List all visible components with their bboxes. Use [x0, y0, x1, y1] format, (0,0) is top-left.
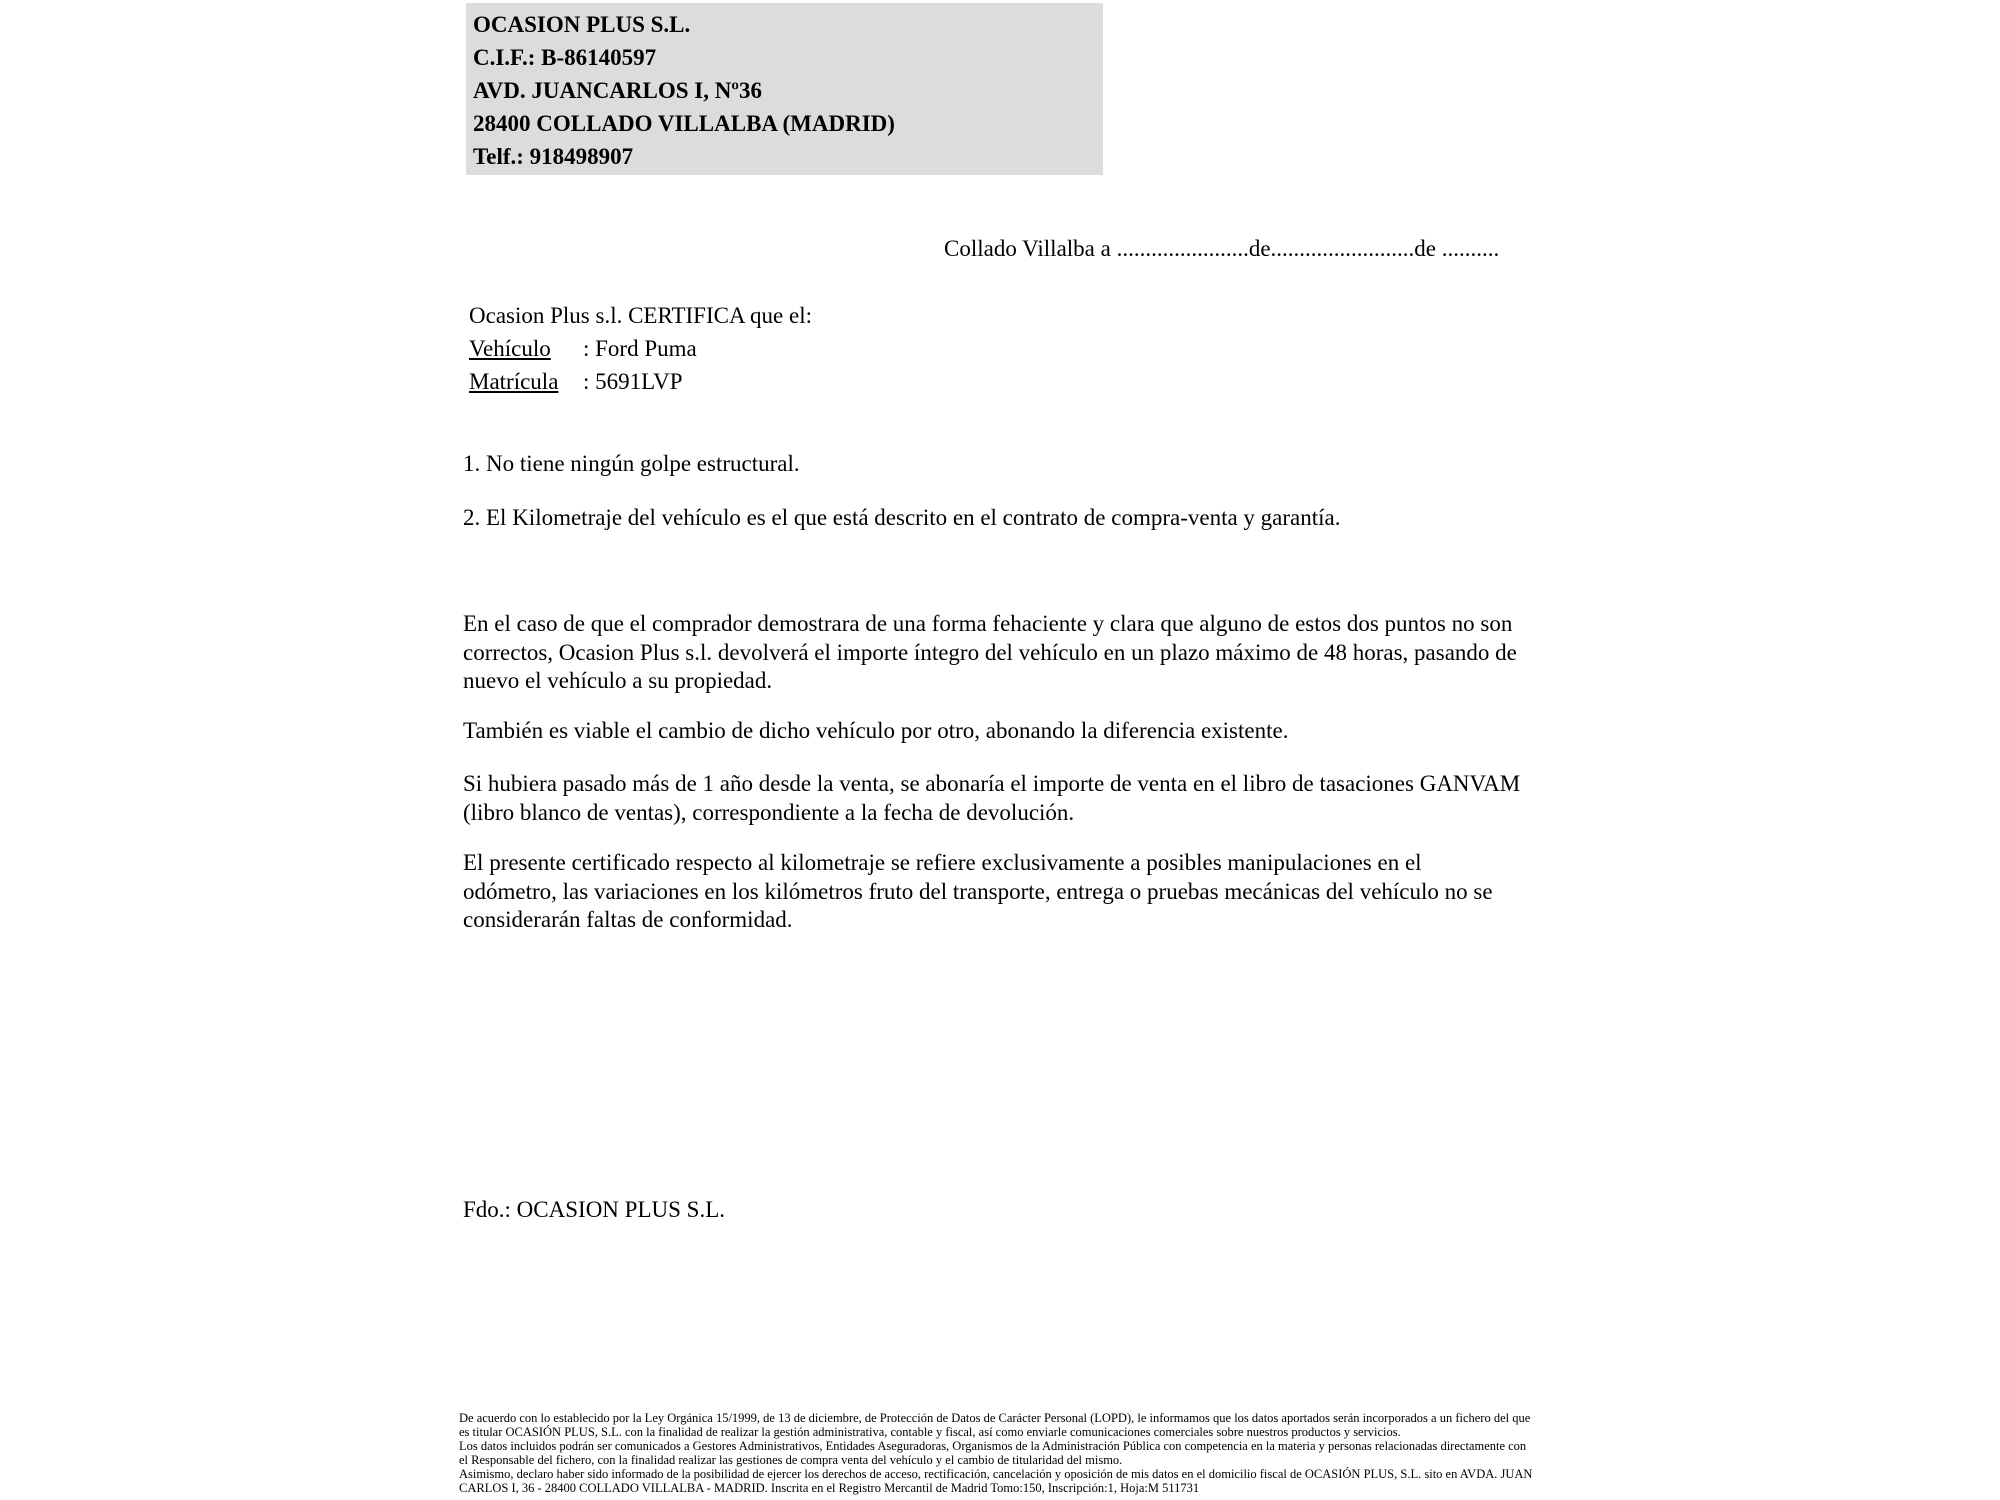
legal-footer-paragraph-rights: Asimismo, declaro haber sido informado de la posibilidad de ejercer los derechos de acceso, rectificación, cancelación y oposición de mis datos en el domicilio fiscal de OCASIÓN PLUS, S.L. sito en AVDA. JUAN CARLOS I, 36 - 28400 COLLADO VILLALBA - MADRID. Inscrita en el Registro Mercantil de Madrid Tomo:150, Inscripción:1, Hoja:M 511731: [459, 1466, 1533, 1495]
date-line: Collado Villalba a .......................de.........................de ..........: [944, 236, 1500, 261]
plate-value: : 5691LVP: [583, 369, 683, 394]
certified-point-1: 1. No tiene ningún golpe estructural.: [463, 451, 800, 476]
plate-label: Matrícula: [469, 369, 559, 394]
signature-line: Fdo.: OCASION PLUS S.L.: [463, 1197, 725, 1222]
vehicle-field: [469, 332, 812, 365]
paragraph-refund-terms: En el caso de que el comprador demostrara de una forma fehaciente y clara que alguno de estos dos puntos no son correctos, Ocasion Plus s.l. devolverá el importe íntegro del vehículo en un plazo máximo de 48 horas, pasando de nuevo el vehículo a su propiedad.: [463, 611, 1517, 693]
paragraph-exchange-option: También es viable el cambio de dicho vehículo por otro, abonando la diferencia existente.: [463, 718, 1289, 743]
vehicle-label: Vehículo: [469, 336, 551, 361]
paragraph-odometer-disclaimer: El presente certificado respecto al kilometraje se refiere exclusivamente a posibles manipulaciones en el odómetro, las variaciones en los kilómetros fruto del transporte, entrega o pruebas mecánicas del vehículo no se considerarán faltas de conformidad.: [463, 850, 1493, 932]
plate-label-box: [469, 365, 583, 398]
company-cif: C.I.F.: B-86140597: [473, 45, 657, 70]
company-phone: Telf.: 918498907: [473, 144, 634, 169]
company-city: 28400 COLLADO VILLALBA (MADRID): [473, 111, 895, 136]
legal-footer-paragraph-data-sharing: Los datos incluidos podrán ser comunicados a Gestores Administrativos, Entidades Aseguradoras, Organismos de la Administración Pública con competencia en la materia y personas relacionadas directamente con el Responsable del fichero, con la finalidad realizar las gestiones de compra venta del vehículo y el cambio de titularidad del mismo.: [459, 1438, 1527, 1467]
plate-field: [469, 365, 812, 398]
legal-footer: [459, 1412, 1533, 1495]
certified-point-2: 2. El Kilometraje del vehículo es el que está descrito en el contrato de compra-venta y garantía.: [463, 505, 1341, 530]
certification-block: [469, 299, 812, 398]
vehicle-value: : Ford Puma: [583, 336, 697, 361]
paragraph-ganvam-valuation: Si hubiera pasado más de 1 año desde la venta, se abonaría el importe de venta en el libro de tasaciones GANVAM (libro blanco de ventas), correspondiente a la fecha de devolución.: [463, 771, 1521, 825]
vehicle-label-box: [469, 332, 583, 365]
company-info-box: [466, 3, 1103, 175]
company-name: OCASION PLUS S.L.: [473, 12, 691, 37]
legal-footer-paragraph-lopd: De acuerdo con lo establecido por la Ley Orgánica 15/1999, de 13 de diciembre, de Protección de Datos de Carácter Personal (LOPD), le informamos que los datos aportados serán incorporados a un fichero del que es titular OCASIÓN PLUS, S.L. con la finalidad de realizar la gestión administrativa, contable y fiscal, así como enviarle comunicaciones comerciales sobre nuestros productos y servicios.: [459, 1411, 1531, 1439]
certification-intro: Ocasion Plus s.l. CERTIFICA que el:: [469, 303, 812, 328]
company-address: AVD. JUANCARLOS I, Nº36: [473, 78, 762, 103]
